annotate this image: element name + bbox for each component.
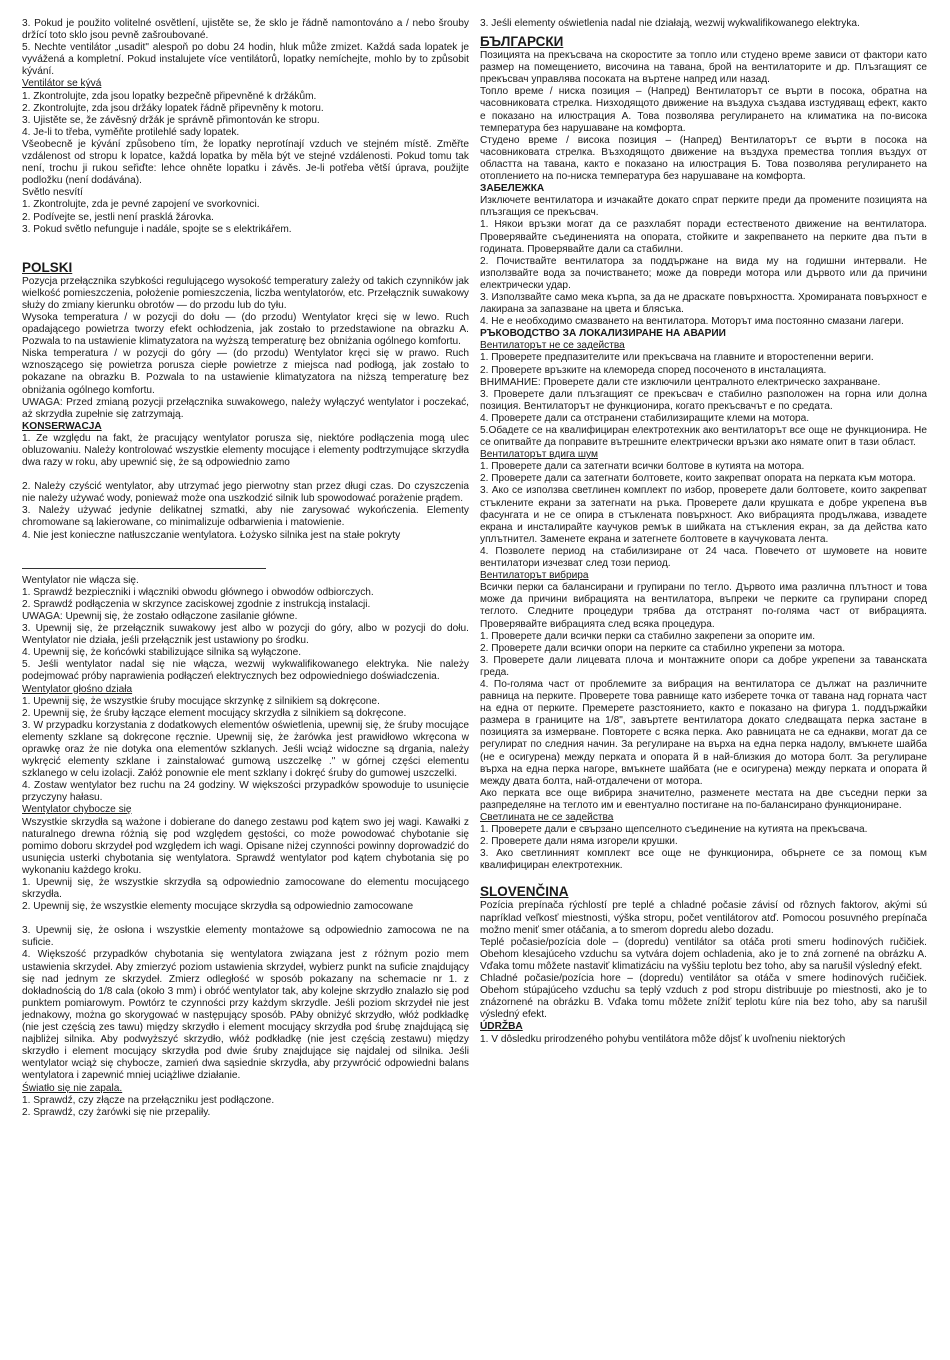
pl-intro-paragraph: Wysoka temperatura / w pozycji do dołu — (do przodu) Wentylator kręci się w lewo. Ruch opadającego powietrza tworzy efekt ochłodzenia, jak zostało to przedstawione na obrazku A. Pozwala to na ustawienie klimatyzatora na wyższą temperaturę bez obniżania ogólnego komfortu.	[22, 311, 469, 348]
cz-light-item: 1. Zkontrolujte, zda je pevné zapojení ve svorkovnici.	[22, 199, 260, 211]
bg-note-item: 1. Някои връзки могат да се разхлабят поради естественото движение на вентилатора. Проверявайте съединенията на опората, стойките и закрепването на перките два пъти в годината. Проверявайте дали са стабилни.	[480, 219, 927, 255]
pl-trouble-item: 1. Sprawdź bezpieczniki i włączniki obwodu głównego i obwodów odbiorczych.	[22, 586, 374, 598]
divider-rule	[22, 568, 266, 569]
bg-light-item: 1. Проверете дали е свързано щепселното съединение на кутията на прекъсвача.	[480, 824, 868, 836]
cz-light-heading: Světlo nesvítí	[22, 187, 83, 199]
bg-nostart-heading: Вентилаторът не се задейства	[480, 340, 625, 352]
bg-vibration-heading: Вентилаторът вибрира	[480, 570, 589, 582]
pl-light-item: 2. Sprawdź, czy żarówki się nie przepaliły.	[22, 1106, 211, 1118]
pl-trouble-item: 5. Jeśli wentylator nadal się nie włącza, wezwij wykwalifikowanego elektryka. Nie należy podejmować próby naprawienia podłączeń elektrycznych bez odpowiedniego doświadczenia.	[22, 659, 469, 683]
bg-noise-item: 2. Проверете дали са затегнати болтовете, които закрепват опората на перката към мотора.	[480, 473, 916, 485]
pl-light-item: 3. Jeśli elementy oświetlenia nadal nie działają, wezwij wykwalifikowanego elektryka.	[480, 18, 860, 29]
bg-intro-paragraph: Топло време / ниска позиция – (Напред) Вентилаторът се върти в посока, обратна на часовниковата стрелка. Низходящото движение на въздуха създава изстудяващ ефект, както е показано на илюстрация А. Това позволява регулирането на климатика на по-висока температура без нарушаване на комфорта.	[480, 86, 927, 134]
bg-nostart-item: 4. Проверете дали са отстранени стабилизиращите клеми на мотора.	[480, 412, 810, 424]
pl-noise-item: 1. Upewnij się, że wszystkie śruby mocujące skrzynkę z silnikiem są dokręcone.	[22, 695, 380, 707]
pl-wobble-item: 2. Upewnij się, że wszystkie elementy mocujące skrzydła są odpowiednio zamocowane	[22, 901, 414, 913]
slovak-section-title: SLOVENČINA	[480, 884, 569, 900]
pl-wobble-item: 3. Upewnij się, że osłona i wszystkie elementy montażowe są odpowiednio zamocowa ne na suficie.	[22, 925, 469, 949]
sk-intro-paragraph: Chladné počasie/pozícia hore – (dopredu) ventilátor sa otáča v smere hodinových ručičiek. Obehom stúpajúceho vzduchu sa teplý vzduch z pod stropu distribuuje po miestnosti, ako je to znázornené na obrázku B. Vďaka tomu môžete znížiť teplotu kúre nia bez toho, aby sa narušil výsledný efekt.	[480, 973, 927, 1021]
cz-light-item: 3. Pokud světlo nefunguje i nadále, spojte se s elektrikářem.	[22, 223, 292, 235]
cz-wobble-item: 1. Zkontrolujte, zda jsou lopatky bezpečně připevněné k držákům.	[22, 90, 317, 102]
pl-light-heading: Światło się nie zapala.	[22, 1082, 123, 1094]
cz-wobble-item: 2. Zkontrolujte, zda jsou držáky lopatek řádně připevněny k motoru.	[22, 102, 324, 114]
pl-trouble-item: 2. Sprawdź podłączenia w skrzynce zaciskowej zgodnie z instrukcją instalacji.	[22, 598, 371, 610]
cz-item: 3. Pokud je použito volitelné osvětlení, ujistěte se, že sklo je řádně namontováno a / nebo šrouby držící toto sklo jsou pevně zašroubované.	[22, 18, 469, 42]
bg-note-heading: ЗАБЕЛЕЖКА	[480, 183, 545, 195]
cz-wobble-item: 3. Ujistěte se, že závěsný držák je správně přimontován ke stropu.	[22, 114, 320, 126]
right-column	[480, 18, 927, 1354]
bg-noise-heading: Вентилаторът вдига шум	[480, 449, 598, 461]
pl-intro-paragraph: UWAGA: Przed zmianą pozycji przełącznika suwakowego, należy wyłączyć wentylator i poczekać, aż skrzydła zupełnie się zatrzymają.	[22, 396, 469, 420]
pl-noise-heading: Wentylator głośno działa	[22, 683, 133, 695]
cz-light-item: 2. Podívejte se, jestli není prasklá žárovka.	[22, 211, 214, 223]
pl-maintenance-item: 4. Nie jest konieczne natłuszczanie wentylatora. Łożysko silnika jest na stałe pokryty	[22, 529, 401, 541]
cz-wobble-heading: Ventilátor se kývá	[22, 78, 102, 90]
bg-nostart-item: ВНИМАНИЕ: Проверете дали сте изключили централното електрическо захранване.	[480, 376, 881, 388]
bg-light-item: 2. Проверете дали няма изгорели крушки.	[480, 836, 678, 848]
sk-intro-paragraph: Teplé počasie/pozícia dole – (dopredu) ventilátor sa otáča proti smeru hodinových ručičiek. Obehom klesajúceho vzduchu sa vytvára dojem ochladenia, ako je to zná zornené na obrázku A. Vďaka tomu môžete nastaviť klimatizáciu na vyššiu teplotu bez toho, aby sa narušil výsledný efekt.	[480, 936, 927, 972]
bg-troubleshooting-heading: РЪКОВОДСТВО ЗА ЛОКАЛИЗИРАНЕ НА АВАРИИ	[480, 328, 726, 340]
bg-light-item: 3. Ако светлинният комплект все още не функционира, обърнете се за помощ към квалифициран електротехник.	[480, 848, 927, 872]
pl-noise-item: 2. Upewnij się, że śruby łączące element mocujący skrzydła z silnikiem są dokręcone.	[22, 707, 407, 719]
pl-maintenance-heading: KONSERWACJA	[22, 420, 102, 432]
bg-noise-item: 3. Ако се използва светлинен комплект по избор, проверете дали болтовете, които закрепват стъклените екрани за затегнати на ръка. Проверете дали крушката е добре укрепена във фасунгата и не се опира в стъклената повърхност. Ако вибрацията продължава, извадете екрана и инсталирайте каучуков ремък в шийката на стъкления екран, за да действа като уплътнител. Заменете екрана и затегнете болтовете в каучуковата лента.	[480, 485, 927, 545]
bg-vibration-item: 2. Проверете дали всички опори на перките са стабилно укрепени за мотора.	[480, 642, 846, 654]
bg-note-item: 4. Не е необходимо смазването на вентилатора. Моторът има постоянно смазани лагери.	[480, 316, 904, 328]
sk-intro-paragraph: Pozícia prepínača rýchlostí pre teplé a chladné počasie závisí od rôznych faktorov, akými sú napríklad veľkosť miestnosti, výška stropu, počet ventilátorov atď. Pomocou posuvného prepínača možno meniť smer otáčania, a to smerom dopredu alebo dozadu.	[480, 900, 927, 936]
pl-noise-item: 4. Zostaw wentylator bez ruchu na 24 godziny. W większości przypadków spowoduje to usunięcie przyczyny hałasu.	[22, 780, 469, 804]
bg-nostart-item: 2. Проверете връзките на клемореда според посоченото в инсталацията.	[480, 364, 827, 376]
pl-wobble-intro: Wszystkie skrzydła są ważone i dobierane do danego zestawu pod kątem swo jej wagi. Kawałki z naturalnego drewna różnią się pod względem gęstości, co może powodować chybotanie się pomimo doboru skrzydeł pod względem ich wagi. Opisane niżej czynności powinny doprowadzić do usunięcia usterki chybotania się wentylatora. Sprawdź wentylator pod kątem chybotania się po wykonaniu każdego kroku.	[22, 816, 469, 876]
polish-section-title: POLSKI	[22, 259, 73, 275]
bg-vibration-item: 3. Проверете дали лицевата плоча и монтажните опори са добре укрепени за таванската греда.	[480, 654, 927, 678]
pl-light-item: 1. Sprawdź, czy złącze na przełączniku jest podłączone.	[22, 1094, 275, 1106]
pl-maintenance-item: 1. Ze względu na fakt, że pracujący wentylator porusza się, niektóre podłączenia mogą ulec obluzowaniu. Należy kontrolować wszystkie elementy mocujące i elementy podtrzymujące skrzydła dwa razy w roku, aby upewnić się, że są odpowiednio zamo	[22, 432, 469, 469]
bg-vibration-item: Всички перки са балансирани и групирани по тегло. Дървото има различна плътност и това може да причини вибрацията на вентилатора, въпреки че перките са групирани според теглото. Следните процедури трябва да отстранят по-голяма част от вибрацията. Проверявайте вибрацията след всяка процедура.	[480, 582, 927, 630]
bg-vibration-item: 4. По-голяма част от проблемите за вибрация на вентилатора се дължат на различните равница на перките. Проверете това равнище като изберете точка от тавана над горната част на една от перките. Премерете разстоянието, както е показано на фигура 1. поддържайки размера в границите на 1/8", завъртете вентилатора докато следващата перка застане в позицията за измерване. Повторете с всяка перка. Ако равницата не са еднакви, могат да се регулират по следния начин. За регулиране на върха на една перка надолу, вмъкнете шайба (не е осигурена) между перката и опората й в най-близкия до мотора болт. За регулиране върха на една перка нагоре, вмъкнете шайбата (не е осигурена) между перката и опората й между двата болта, най-отдалечени от мотора.	[480, 678, 927, 787]
pl-wobble-item: 1. Upewnij się, że wszystkie skrzydła są odpowiednio zamocowane do elementu mocującego skrzydła.	[22, 877, 469, 901]
bg-vibration-item: Ако перката все още вибрира значително, разменете местата на две съседни перки за разпределяне на теглото им и евентуално постигане на по-балансирано функциониране.	[480, 787, 927, 811]
pl-noise-item: 3. W przypadku korzystania z dodatkowych elementów oświetlenia, upewnij się, że śruby mocujące elementy szklane są dokręcone ręcznie. Upewnij się, że żarówka jest prawidłowo wkręcona w oprawkę oraz że nie dotyka ona elementów szklanych. Jeśli wciąż widoczne są drgania, należy wykręcić elementy szklane i zainstalować gumową uszczelkę ." w górnej części elementu szklanego w celu izolacji. Załóż ponownie ele ment szklany i dokręć śruby do gumowej uszczelki.	[22, 719, 469, 780]
pl-maintenance-item: 2. Należy czyścić wentylator, aby utrzymać jego pierwotny stan przez długi czas. Do czyszczenia nie należy używać wody, ponieważ może ona uszkodzić silnik lub spowodować porażenie prądem.	[22, 481, 469, 505]
pl-trouble-item: 4. Upewnij się, że końcówki stabilizujące silnika są wyłączone.	[22, 647, 302, 659]
bg-note-item: 3. Използвайте само мека кърпа, за да не драскате повърхността. Хромираната повърхност е лакирана за запазване на цвета и блясъка.	[480, 291, 927, 316]
bg-note-item: Изключете вентилатора и изчакайте докато спрат перките преди да промените позицията на плъзгащия се прекъсвач.	[480, 195, 927, 219]
cz-wobble-item: Všeobecně je kývání způsobeno tím, že lopatky neprotínají vzduch ve stejném místě. Změřte vzdálenost od stropu k lopatce, každá lopatka by měla být ve stejné vzdálenosti. Pokud tomu tak není, trochu ji rukou seřiďte: lehce ohněte lopatku i závěs. Je-li potřeba větší úprava, použijte podložku (není dodávána).	[22, 138, 469, 187]
bg-intro-paragraph: Студено време / висока позиция – (Напред) Вентилаторът се върти в посока на часовниковата стрелка. Възходящото движение на въздуха премества топлия въздух от областта на тавана, както е показано на илюстрация Б. Това позволява регулирането на отоплението на по-ниска температура без нарушаване на комфорта.	[480, 134, 927, 183]
left-column	[22, 18, 469, 1354]
pl-intro-paragraph: Pozycja przełącznika szybkości regulującego wysokość temperatury zależy od takich czynników jak wielkość pomieszczenia, położenie pomieszczenia, liczba wentylatorów, etc. Przełącznik suwakowy służy do zmiany kierunku obrotów — do przodu lub do tyłu.	[22, 275, 469, 311]
cz-item: 5. Nechte ventilátor „usadit" alespoň po dobu 24 hodin, hluk může zmizet. Každá sada lopatek je vyvážená a kompletní. Pokud instalujete více ventilátorů, lopatky nemíchejte, mohlo by to způsobit kývání.	[22, 42, 469, 78]
pl-wobble-item: 4. Większość przypadków chybotania się wentylatora związana jest z różnym pozio mem ustawienia skrzydeł. Aby zmierzyć poziom ustawienia skrzydeł, wybierz punkt na suficie znajdujący się nad jednym ze skrzydeł. Zmierz odległość w sposób pokazany na schemacie nr 1. z dokładnością do 1/8 cala (około 3 mm) i obróć wentylator tak, aby kolejne skrzydło znalazło się pod punktem pomiarowym. Powtórz te czynności przy każdym skrzydle. Jeśli poziom skrzydeł nie jest jednakowy, można go skorygować w następujący sposób. PAby obniżyć skrzydło, włóż podkładkę (nie jest częścią zes tawu) między skrzydło i element mocujący skrzydła pod śrubę znajdującą się najbliżej silnika. Aby podwyższyć skrzydło, włóż podkładkę (nie jest częścią zestawu) między skrzydło i element mocujący skrzydła pod dwie śruby znajdujące się najdalej od silnika. Jeśli wentylator wciąż się chybocze, zamień dwa sąsiednie skrzydła, aby przywrócić odpowiedni balans wentylatora i zapewnić mniej uciążliwe działanie.	[22, 949, 469, 1082]
pl-trouble-item: UWAGA: Upewnij się, że zostało odłączone zasilanie główne.	[22, 610, 298, 622]
bg-noise-item: 4. Позволете период на стабилизиране от 24 часа. Повечето от шумовете на новите вентилатори изчезват след този период.	[480, 545, 927, 570]
pl-trouble-item: Wentylator nie włącza się.	[22, 574, 139, 586]
pl-wobble-heading: Wentylator chybocze się	[22, 804, 132, 816]
bg-nostart-item: 5.Обадете се на квалифициран електротехник ако вентилаторът все още не функционира. Не се опитвайте да поправите вътрешните електрически връзки ако нямате опит в тази област.	[480, 425, 927, 449]
sk-maintenance-item: 1. V dôsledku prirodzeného pohybu ventilátora môže dôjsť k uvoľneniu niektorých	[480, 1033, 846, 1045]
bg-nostart-item: 1. Проверете предпазителите или прекъсвача на главните и второстепенни вериги.	[480, 352, 874, 364]
cz-wobble-item: 4. Je-li to třeba, vyměňte protilehlé sady lopatek.	[22, 126, 240, 138]
sk-maintenance-heading: ÚDRŽBA	[480, 1021, 523, 1033]
pl-intro-paragraph: Niska temperatura / w pozycji do góry — (do przodu) Wentylator kręci się w prawo. Ruch wznoszącego się powietrza porusza ciepłe powietrze z miejsca nad podłogą, jak zostało to pokazane na obrazku B. Pozwala to na ustawienie klimatyzatora na niższą temperaturę bez obniżania ogólnego komfortu.	[22, 348, 469, 396]
bg-light-heading: Светлината не се задейства	[480, 812, 614, 823]
bg-nostart-item: 3. Проверете дали плъзгащият се прекъсвач е стабилно разположен на горна или долна позиция. Вентилаторът не функционира, когато прекъсвачът е по средата.	[480, 388, 927, 412]
pl-trouble-item: 3. Upewnij się, że przełącznik suwakowy jest albo w pozycji do góry, albo w pozycji do dołu. Wentylator nie działa, jeśli przełącznik jest ustawiony po środku.	[22, 623, 469, 647]
bulgarian-section-title: БЪЛГАРСКИ	[480, 34, 564, 50]
bg-note-item: 2. Почиствайте вентилатора за поддържане на вида му на годишни интервали. Не използвайте вода за почистването; може да повреди мотора или дървото или да причини електрически удар.	[480, 255, 927, 291]
pl-maintenance-item: 3. Należy używać jedynie delikatnej szmatki, aby nie zarysować wykończenia. Elementy chromowane są lakierowane, co minimalizuje odbarwienia i matowienie.	[22, 505, 469, 529]
bg-noise-item: 1. Проверете дали са затегнати всички болтове в кутията на мотора.	[480, 461, 805, 473]
bg-vibration-item: 1. Проверете дали всички перки са стабилно закрепени за опорите им.	[480, 630, 816, 642]
bg-intro-paragraph: Позицията на прекъсвача на скоростите за топло или студено време зависи от фактори като размер на помещението, височина на тавана, брой на вентилаторите и др. Плъзгащият се прекъсвач управлява посоката на въртене напред или назад.	[480, 50, 927, 86]
